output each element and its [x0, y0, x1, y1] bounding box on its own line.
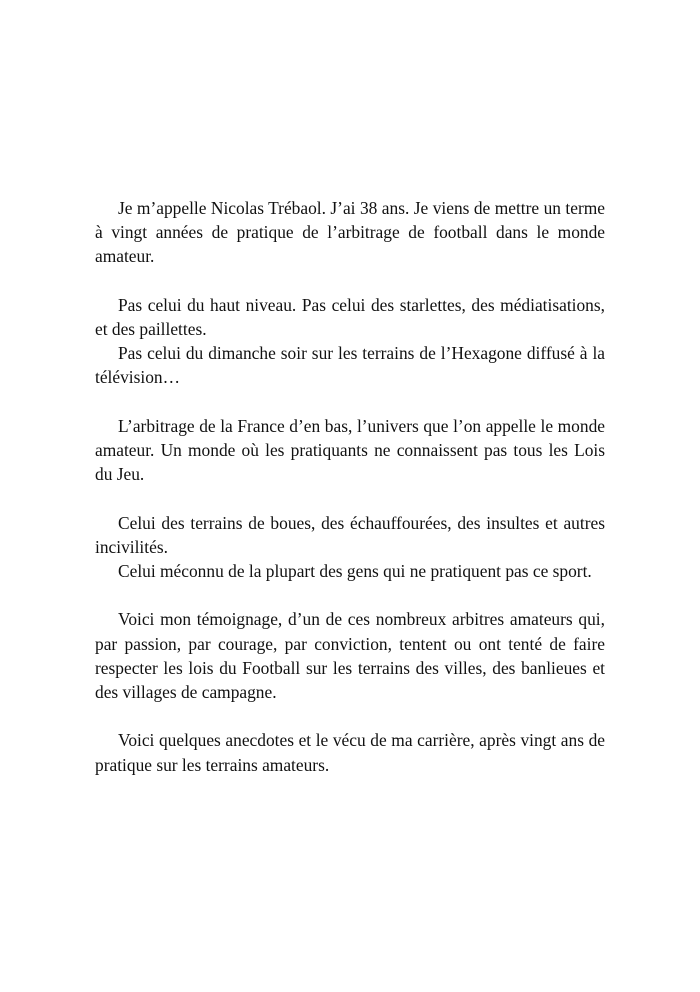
paragraph-muddy-fields: Celui des terrains de boues, des échauffourées, des insultes et autres incivilités.	[95, 512, 605, 557]
paragraph-gap	[95, 390, 605, 414]
paragraph-intro: Je m’appelle Nicolas Trébaol. J’ai 38 ans. Je viens de mettre un terme à vingt années de pratique de l’arbitrage de football dans le monde amateur.	[95, 198, 605, 267]
paragraph-not-high-level: Pas celui du haut niveau. Pas celui des starlettes, des médiatisations, et des paillettes.	[95, 294, 605, 339]
paragraph-anecdotes: Voici quelques anecdotes et le vécu de ma carrière, après vingt ans de pratique sur les terrains amateurs.	[95, 730, 605, 775]
paragraph-gap	[95, 704, 605, 728]
paragraph-testimony: Voici mon témoignage, d’un de ces nombreux arbitres amateurs qui, par passion, par courage, par conviction, tentent ou ont tenté de faire respecter les lois du Football sur les terrains des villes, des banlieues et des villages de campagne.	[95, 609, 605, 702]
paragraph-gap	[95, 269, 605, 293]
paragraph-gap	[95, 486, 605, 510]
document-body	[95, 196, 605, 777]
paragraph-amateur-world: L’arbitrage de la France d’en bas, l’univers que l’on appelle le monde amateur. Un monde où les pratiquants ne connaissent pas tous les Lois du Jeu.	[95, 415, 605, 485]
paragraph-unknown: Celui méconnu de la plupart des gens qui ne pratiquent pas ce sport.	[118, 561, 592, 581]
paragraph-not-sunday-tv: Pas celui du dimanche soir sur les terrains de l’Hexagone diffusé à la télévision…	[95, 343, 605, 388]
paragraph-gap	[95, 583, 605, 607]
